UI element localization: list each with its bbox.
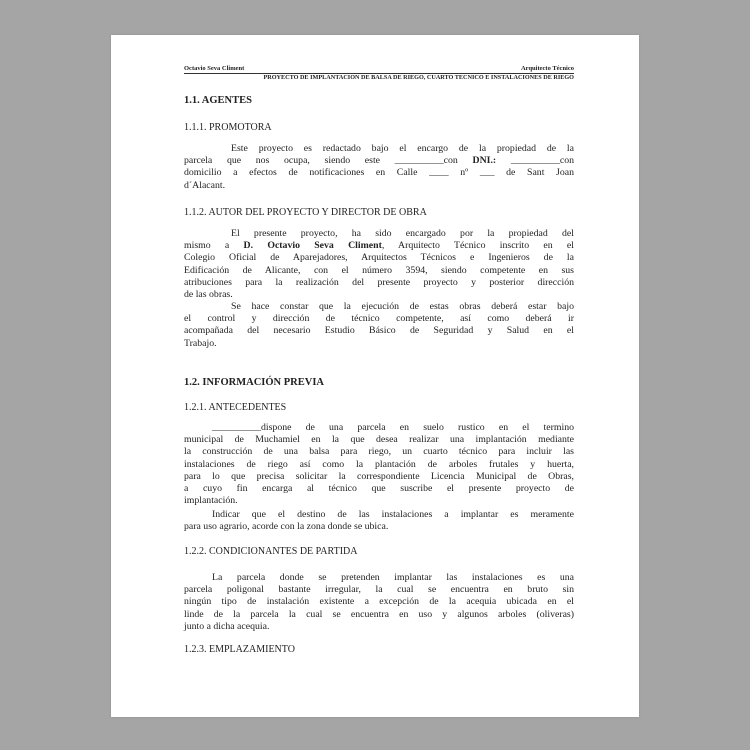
text-line: a cuyo fin encarga al técnico que suscribe el presente proyecto de xyxy=(184,483,574,495)
document-page xyxy=(111,35,639,717)
header-role: Arquitecto Técnico xyxy=(520,65,574,72)
text-line: Edificación de Alicante, con el número 3594, siendo competente en sus xyxy=(184,264,574,276)
text-line: Trabajo. xyxy=(184,337,217,349)
text-line: mismo a D. Octavio Seva Climent, Arquitecto Técnico inscrito en el xyxy=(184,240,574,252)
text-line: domicilio a efectos de notificaciones en Calle ____ nº ___ de Sant Joan xyxy=(184,167,574,179)
subsection-emplazamiento: 1.2.3. EMPLAZAMIENTO xyxy=(184,644,295,655)
section-title-agentes: 1.1. AGENTES xyxy=(184,95,252,106)
text-line: parcela poligonal bastante irregular, la cual se encuentra en bruto sin xyxy=(184,584,574,596)
header-author: Octavio Seva Climent xyxy=(184,65,245,72)
text-line: de las obras. xyxy=(184,289,233,301)
text-line: implantación. xyxy=(184,495,238,507)
subsection-antecedentes: 1.2.1. ANTECEDENTES xyxy=(184,402,287,413)
paragraph-indicar xyxy=(184,509,574,533)
text-line: El presente proyecto, ha sido encargado por la propiedad del xyxy=(231,228,574,239)
text-line: ningún tipo de instalación existente a excepción de la acequia ubicada en el xyxy=(184,596,574,608)
text-line: el control y dirección de técnico competente, así como deberá ir xyxy=(184,313,574,325)
text-line: instalaciones de riego así como la plantación de arboles frutales y huerta, xyxy=(184,458,574,470)
text-line: acompañada del necesario Estudio Básico de Seguridad y Salud en el xyxy=(184,325,574,337)
paragraph-autor xyxy=(184,228,574,301)
text-line: para lo que precisa solicitar la correspondiente Licencia Municipal de Obras, xyxy=(184,470,574,482)
text-line: la construcción de una balsa para riego, un cuarto técnico para incluir las xyxy=(184,446,574,458)
text-line: linde de la parcela la cual se encuentra en uso y algunos arboles (oliveras) xyxy=(184,608,574,620)
text-line: atribuciones para la realización del presente proyecto y posterior dirección xyxy=(184,276,574,288)
text-line: municipal de Muchamiel en la que desea realizar una implantación mediante xyxy=(184,434,574,446)
text-line: d´Alacant. xyxy=(184,179,226,191)
text-line: __________dispone de una parcela en suelo rustico en el termino xyxy=(212,422,574,433)
subsection-condicionantes: 1.2.2. CONDICIONANTES DE PARTIDA xyxy=(184,546,358,557)
text-line: Este proyecto es redactado bajo el encargo de la propiedad de la xyxy=(231,143,574,154)
paragraph-condicionantes xyxy=(184,572,574,633)
text-line: Indicar que el destino de las instalaciones a implantar es meramente xyxy=(212,509,574,520)
paragraph-promotora xyxy=(184,143,574,192)
section-title-informacion: 1.2. INFORMACIÓN PREVIA xyxy=(184,377,324,388)
text-line: junto a dicha acequia. xyxy=(184,620,270,632)
text-line: para uso agrario, acorde con la zona donde se ubica. xyxy=(184,521,389,533)
subsection-promotora: 1.1.1. PROMOTORA xyxy=(184,122,272,133)
subsection-autor: 1.1.2. AUTOR DEL PROYECTO Y DIRECTOR DE OBRA xyxy=(184,207,427,218)
text-line: La parcela donde se pretenden implantar las instalaciones es una xyxy=(212,572,574,583)
paragraph-constar xyxy=(184,301,574,350)
paragraph-antecedentes xyxy=(184,422,574,507)
text-line: Colegio Oficial de Aparejadores, Arquitectos Técnicos e Ingenieros de la xyxy=(184,252,574,264)
page-header xyxy=(184,65,574,81)
header-project-title: PROYECTO DE IMPLANTACION DE BALSA DE RIEGO, CUARTO TECNICO E INSTALACIONES DE RIEGO xyxy=(184,73,574,81)
text-line: parcela que nos ocupa, siendo este __________con DNI.: __________con xyxy=(184,155,574,167)
text-line: Se hace constar que la ejecución de estas obras deberá estar bajo xyxy=(231,301,574,312)
